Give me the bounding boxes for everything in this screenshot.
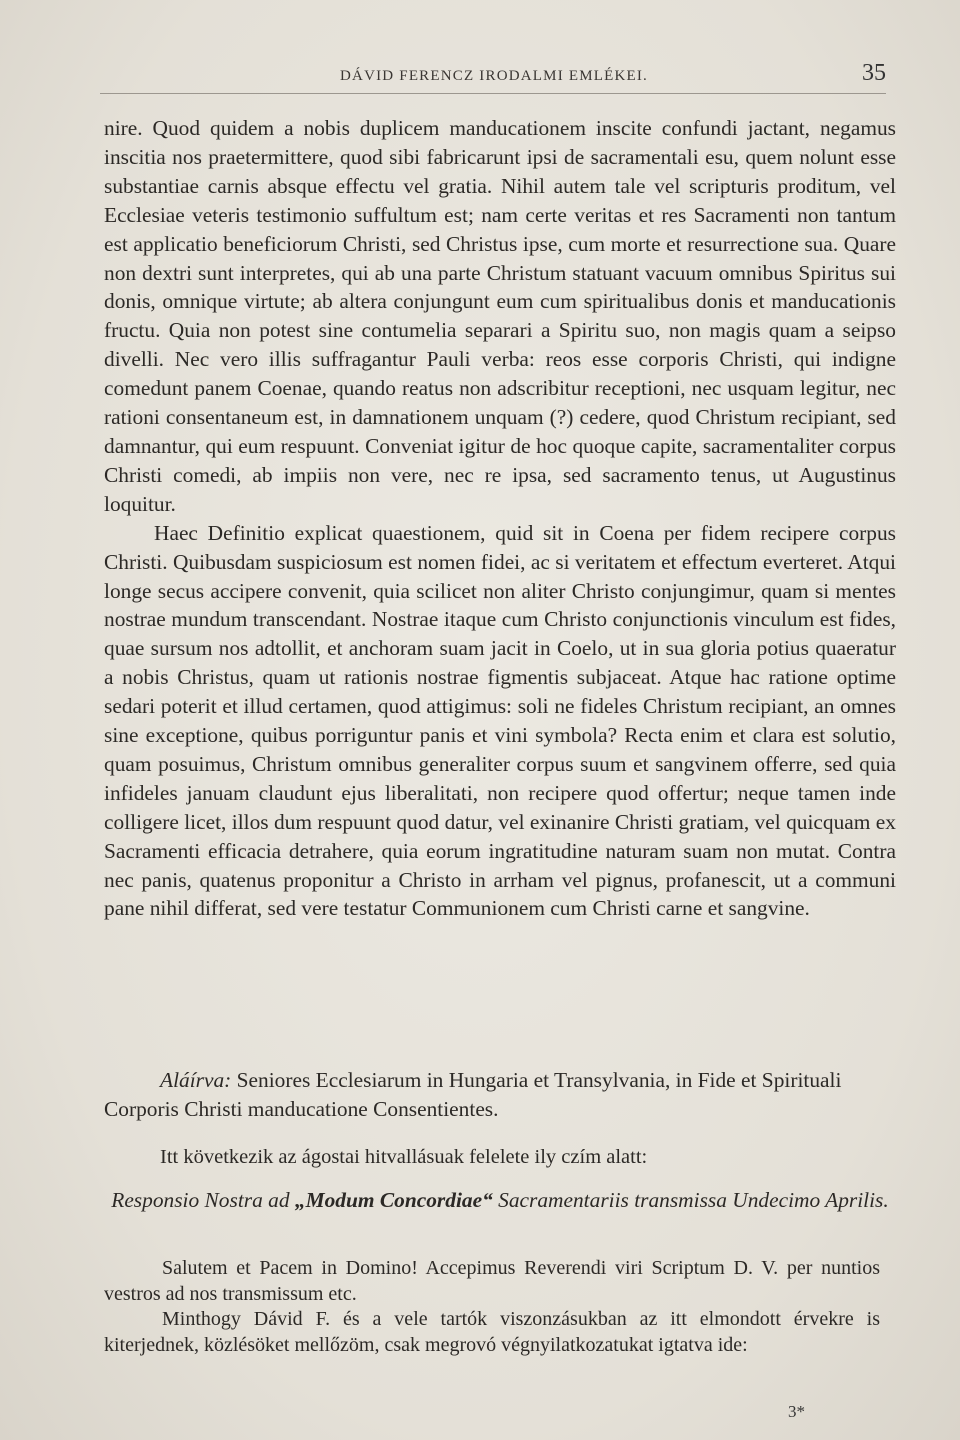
paragraph: Haec Definitio explicat quaestionem, quid sit in Coena per fidem recipere corpus Christi. Quibusdam suspiciosum est nomen fidei, ac si veritatem et effectum everteret. Atqui longe secus accipere convenit, quia scilicet non aliter Christo conjungimur, quam si mentes nostrae mundum transcendant. Nostrae itaque cum Christo conjunctionis vinculum est fides, quae sursum nos adtollit, et anchoram suam jacit in Coelo, ut in sua gloria potius quaeratur a nobis Christus, quam ut rationis nostrae figmentis subjaceat. Atque hac ratione optime sedari poterit et illud certamen, quod attigimus: soli ne fideles Christum recipiant, an omnes sine exceptione, quibus porriguntur panis et vini symbola? Recta enim et clara est solutio, quam posuimus, Christum omnibus generaliter corpus suum et sangvinem offerre, sed quia infideles januam claudunt ejus liberalitati, non recipere quod offertur; neque tamen inde colligere licet, illos dum respuunt quod datur, vel exinanire Christi gratiam, vel quicquam ex Sacramenti efficacia detrahere, quia eorum ingratitudine naturam suam non mutat. Contra nec panis, quatenus proponitur a Christo in arrham vel pignus, profanescit, ut a communi pane nihil differat, sed vere testatur Communionem cum Christi carne et sangvine. bbox=[104, 520, 896, 921]
header-rule bbox=[100, 93, 886, 94]
responsio-part-2: „Modum Concordiae“ bbox=[294, 1188, 493, 1212]
paragraph: Salutem et Pacem in Domino! Accepimus Reverendi viri Scriptum D. V. per nuntios vestros ad nos transmissum etc. bbox=[104, 1257, 880, 1305]
main-text bbox=[104, 114, 896, 923]
paragraph: nire. Quod quidem a nobis duplicem manducationem inscite confundi jactant, negamus inscitia nos praetermittere, quod sibi fabricarunt ipsi de sacramentali esu, quem nolunt esse substantiae carnis absque effectu vel gratia. Nihil autem tale vel scripturis proditum, vel Ecclesiae veteris testimonio suffultum est; nam certe veritas et res Sacramenti non tantum est applicatio beneficiorum Christi, sed Christus ipse, cum morte et resurrectione sua. Quare non dextri sunt interpretes, qui ab una parte Christum statuant vacuum omnibus Spiritus sui donis, omnique virtute; ab altera conjungunt eum cum spiritualibus donis et manducationis fructu. Quia non potest sine contumelia separari a Spiritu suo, non magis quam a seipso divelli. Nec vero illis suffragantur Pauli verba: reos esse corporis Christi, qui indigne comedunt panem Coenae, quando reatus non adscribitur receptioni, nec usquam legitur, nec rationi consentaneum est, in damnationem unquam (?) cedere, quod Christum recipiant, sed damnantur, qui eum respuunt. Conveniat igitur de hoc quoque capite, sacramentaliter corpus Christi comedi, ab impiis non vere, nec re ipsa, sed sacramento tenus, ut Augustinus loquitur. bbox=[104, 116, 896, 516]
responsio-part-3: Sacramentariis transmissa Undecimo Aprilis. bbox=[498, 1188, 889, 1212]
page-header bbox=[100, 60, 900, 94]
signed-by bbox=[104, 1066, 896, 1124]
letter-text bbox=[104, 1256, 880, 1358]
signature-mark: 3* bbox=[788, 1402, 805, 1421]
intro-line: Itt következik az ágostai hitvallásuak felelete ily czím alatt: bbox=[160, 1146, 648, 1168]
signed-text: Seniores Ecclesiarum in Hungaria et Transylvania, in Fide et Spirituali Corporis Christi manducatione Consentientes. bbox=[104, 1068, 842, 1121]
responsio-part-1: Responsio Nostra ad bbox=[111, 1188, 290, 1212]
responsio-title bbox=[104, 1186, 896, 1214]
signed-label: Aláírva: bbox=[160, 1068, 232, 1092]
page-number: 35 bbox=[862, 60, 886, 86]
paragraph: Minthogy Dávid F. és a vele tartók viszonzásukban az itt elmondott érvekre is kiterjednek, közlésöket mellőzöm, csak megrovó végnyilatkozatukat igtatva ide: bbox=[104, 1308, 880, 1356]
running-title: DÁVID FERENCZ IRODALMI EMLÉKEI. bbox=[340, 68, 649, 84]
